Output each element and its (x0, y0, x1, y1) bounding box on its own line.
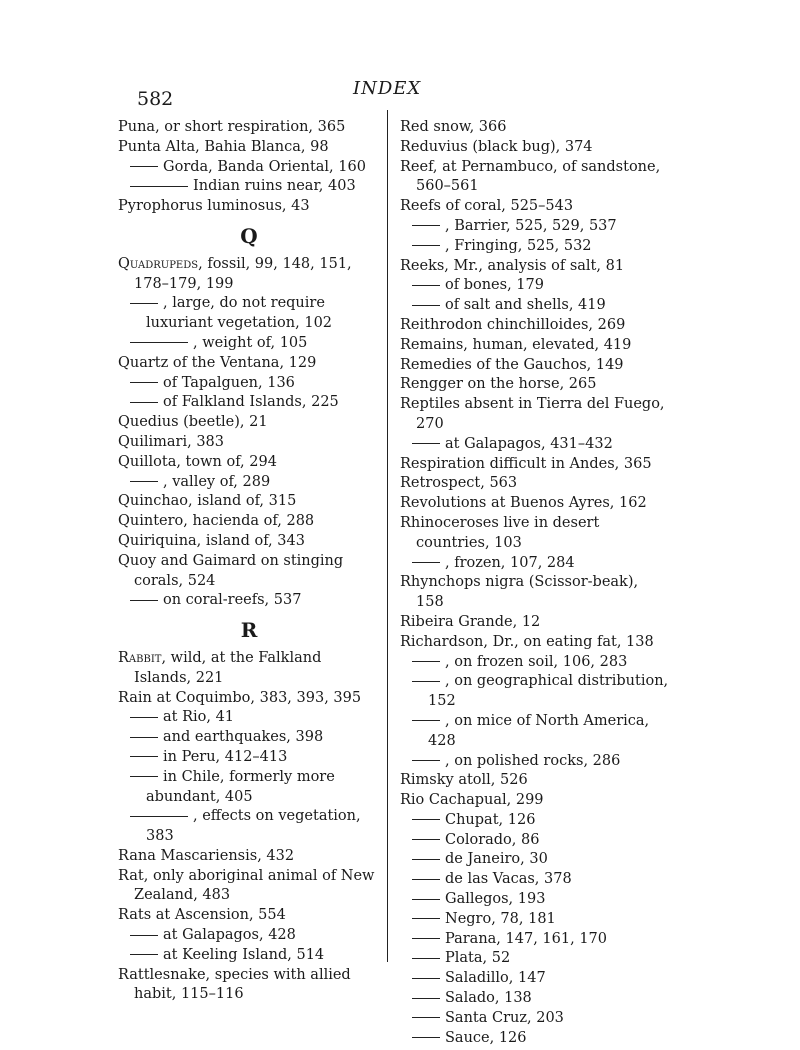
entry-text: Revolutions at Buenos Ayres, 162 (400, 495, 647, 512)
entry-text: , weight of, 105 (193, 334, 308, 351)
index-entry (400, 613, 670, 633)
index-entry (400, 514, 670, 554)
index-entry (400, 158, 670, 198)
index-entry (118, 334, 380, 354)
index-entry (400, 811, 670, 831)
index-entry (400, 771, 670, 791)
index-entry (400, 752, 670, 772)
entry-text: Reduvius (black bug), 374 (400, 138, 593, 155)
index-entry (400, 336, 670, 356)
ditto-dash (130, 166, 158, 167)
ditto-dash (412, 443, 440, 444)
entry-text: and earthquakes, 398 (163, 729, 324, 746)
index-entry (400, 455, 670, 475)
index-entry (400, 791, 670, 811)
entry-text: of bones, 179 (445, 277, 544, 294)
entry-text: Rio Cachapual, 299 (400, 792, 544, 809)
index-entry (400, 316, 670, 336)
entry-text: , wild, at the Falkland Islands, 221 (134, 649, 322, 686)
index-entry (118, 294, 380, 334)
ditto-dash (130, 342, 188, 343)
entry-text: on coral-reefs, 537 (163, 592, 302, 609)
ditto-dash (412, 285, 440, 286)
ditto-dash (412, 1017, 440, 1018)
ditto-dash (412, 859, 440, 860)
ditto-dash (412, 661, 440, 662)
index-entry (400, 633, 670, 653)
index-entry (400, 435, 670, 455)
index-entry (118, 255, 380, 295)
index-column-left (118, 118, 380, 1005)
entry-text: at Galapagos, 431–432 (445, 435, 613, 452)
entry-text: , on geographical distribution, 152 (428, 673, 669, 710)
index-entry (400, 653, 670, 673)
entry-text: , Barrier, 525, 529, 537 (445, 217, 617, 234)
entry-text: Quillota, town of, 294 (118, 453, 277, 470)
index-entry (400, 138, 670, 158)
entry-text: in Chile, formerly more abundant, 405 (146, 768, 335, 805)
ditto-dash (130, 402, 158, 403)
index-entry (118, 847, 380, 867)
index-entry (118, 708, 380, 728)
ditto-dash (412, 225, 440, 226)
entry-text: Salado, 138 (445, 990, 532, 1007)
entry-text: , effects on vegetation, 383 (146, 808, 361, 845)
index-entry (118, 453, 380, 473)
index-entry (118, 748, 380, 768)
ditto-dash (412, 245, 440, 246)
entry-text: Reef, at Pernambuco, of sandstone, 560–561 (400, 158, 661, 195)
entry-text: at Rio, 41 (163, 709, 235, 726)
entry-text: of salt and shells, 419 (445, 297, 606, 314)
entry-text: Quartz of the Ventana, 129 (118, 354, 317, 371)
index-column-right (400, 118, 670, 1048)
entry-text: , on mice of North America, 428 (428, 712, 650, 749)
index-entry (118, 433, 380, 453)
index-entry (118, 926, 380, 946)
ditto-dash (412, 562, 440, 563)
entry-text: Rats at Ascension, 554 (118, 907, 286, 924)
ditto-dash (412, 918, 440, 919)
entry-text: de las Vacas, 378 (445, 871, 572, 888)
index-entry (118, 552, 380, 592)
ditto-dash (412, 958, 440, 959)
ditto-dash (412, 899, 440, 900)
entry-text: Reeks, Mr., analysis of salt, 81 (400, 257, 625, 274)
entry-text: Quoy and Gaimard on stinging corals, 524 (118, 552, 344, 589)
index-entry (118, 807, 380, 847)
entry-text: Rengger on the horse, 265 (400, 376, 597, 393)
entry-text: Quiriquina, island of, 343 (118, 532, 305, 549)
ditto-dash (130, 935, 158, 936)
index-entry (118, 649, 380, 689)
index-entry (118, 138, 380, 158)
index-entry (400, 930, 670, 950)
entry-group-q (118, 294, 380, 611)
entry-text: Retrospect, 563 (400, 475, 518, 492)
index-entry (118, 768, 380, 808)
index-entry (400, 831, 670, 851)
entry-text: Reithrodon chinchilloides, 269 (400, 316, 626, 333)
entry-text: Colorado, 86 (445, 831, 540, 848)
ditto-dash (130, 776, 158, 777)
entry-text: Saladillo, 147 (445, 970, 546, 987)
running-head: INDEX (353, 78, 422, 99)
entry-text: at Galapagos, 428 (163, 927, 296, 944)
index-entry (400, 217, 670, 237)
entry-text: Rattlesnake, species with allied habit, 115–116 (118, 966, 351, 1003)
index-entry (118, 906, 380, 926)
ditto-dash (412, 760, 440, 761)
entry-text: Sauce, 126 (445, 1029, 527, 1046)
entry-text: Quedius (beetle), 21 (118, 414, 268, 431)
index-entry (118, 591, 380, 611)
index-entry (118, 689, 380, 709)
ditto-dash (412, 1037, 440, 1038)
index-entry (118, 393, 380, 413)
index-entry (118, 177, 380, 197)
entry-text: of Tapalguen, 136 (163, 374, 295, 391)
entry-text: Punta Alta, Bahia Blanca, 98 (118, 138, 329, 155)
column-divider (387, 110, 388, 962)
entry-text: , frozen, 107, 284 (445, 554, 575, 571)
entry-text: , fossil, 99, 148, 151, 178–179, 199 (134, 255, 352, 292)
entry-text: Gorda, Banda Oriental, 160 (163, 158, 366, 175)
entry-text: Negro, 78, 181 (445, 910, 556, 927)
entry-text: Rana Mascariensis, 432 (118, 847, 295, 864)
entry-text: Quintero, hacienda of, 288 (118, 513, 315, 530)
index-entry (400, 890, 670, 910)
entry-text: Reefs of coral, 525–543 (400, 198, 574, 215)
index-entry (118, 492, 380, 512)
index-entry (118, 946, 380, 966)
entry-text: Chupat, 126 (445, 811, 536, 828)
index-entry (400, 554, 670, 574)
index-entry (400, 356, 670, 376)
ditto-dash (130, 382, 158, 383)
index-entry (400, 474, 670, 494)
entry-text: Richardson, Dr., on eating fat, 138 (400, 633, 654, 650)
entry-text: Red snow, 366 (400, 119, 507, 135)
index-entry (400, 949, 670, 969)
entry-text: in Peru, 412–413 (163, 748, 288, 765)
index-entry (400, 969, 670, 989)
entry-text: , on polished rocks, 286 (445, 752, 621, 769)
index-entry (400, 1009, 670, 1029)
ditto-dash (130, 481, 158, 482)
entry-text: Gallegos, 193 (445, 891, 546, 908)
ditto-dash (412, 720, 440, 721)
entry-group-p (118, 118, 380, 217)
ditto-dash (412, 681, 440, 682)
index-entry (400, 870, 670, 890)
entry-text: Respiration difficult in Andes, 365 (400, 455, 652, 472)
entry-text: Rhynchops nigra (Scissor-beak), 158 (400, 574, 639, 611)
entry-text: Reptiles absent in Tierra del Fuego, 270 (400, 396, 665, 432)
entry-text: of Falkland Islands, 225 (163, 394, 339, 411)
page-number: 582 (137, 88, 174, 110)
ditto-dash (412, 819, 440, 820)
entry-headword: Rabbit (118, 649, 162, 666)
entry-text: Quinchao, island of, 315 (118, 493, 297, 510)
entry-text: Rhinoceroses live in desert countries, 103 (400, 514, 600, 551)
entry-text: Rimsky atoll, 526 (400, 772, 528, 789)
index-entry (118, 413, 380, 433)
entry-text: , Fringing, 525, 532 (445, 237, 592, 254)
entry-text: Ribeira Grande, 12 (400, 613, 541, 630)
ditto-dash (412, 998, 440, 999)
index-entry (118, 966, 380, 1006)
index-entry (400, 494, 670, 514)
entry-group-r (118, 689, 380, 1006)
ditto-dash (412, 879, 440, 880)
index-entry (400, 989, 670, 1009)
section-letter-r: R (240, 618, 258, 643)
index-entry (400, 118, 670, 138)
entry-text: Rat, only aboriginal animal of New Zealand, 483 (118, 867, 375, 904)
index-entry (118, 532, 380, 552)
index-entry (400, 910, 670, 930)
index-entry (400, 375, 670, 395)
index-entry (400, 296, 670, 316)
index-entry (118, 354, 380, 374)
entry-text: , valley of, 289 (163, 473, 271, 490)
ditto-dash (130, 600, 158, 601)
entry-text: Remedies of the Gauchos, 149 (400, 356, 624, 373)
index-entry (118, 867, 380, 907)
entry-headword: Quadrupeds (118, 255, 199, 272)
index-entry (400, 573, 670, 613)
ditto-dash (130, 756, 158, 757)
index-entry (400, 850, 670, 870)
index-entry (400, 672, 670, 712)
index-entry (118, 473, 380, 493)
index-entry (118, 728, 380, 748)
entry-text: Remains, human, elevated, 419 (400, 336, 632, 353)
ditto-dash (412, 938, 440, 939)
index-entry (400, 197, 670, 217)
index-entry (400, 257, 670, 277)
entry-text: Plata, 52 (445, 950, 511, 967)
ditto-dash (130, 303, 158, 304)
index-entry (118, 374, 380, 394)
index-entry (400, 1029, 670, 1049)
entry-text: Rain at Coquimbo, 383, 393, 395 (118, 689, 362, 706)
entry-text: Quilimari, 383 (118, 433, 224, 450)
ditto-dash (412, 839, 440, 840)
entry-text: Indian ruins near, 403 (193, 178, 356, 195)
index-entry (400, 276, 670, 296)
ditto-dash (130, 717, 158, 718)
index-entry (118, 197, 380, 217)
ditto-dash (130, 816, 188, 817)
entry-text: Santa Cruz, 203 (445, 1009, 564, 1026)
index-entry (400, 395, 670, 435)
index-entry (118, 512, 380, 532)
index-entry (400, 237, 670, 257)
entry-text: , large, do not require luxuriant vegetation, 102 (146, 295, 333, 332)
entry-text: Pyrophorus luminosus, 43 (118, 198, 310, 215)
ditto-dash (412, 978, 440, 979)
index-entry (400, 712, 670, 752)
ditto-dash (130, 737, 158, 738)
entry-text: Puna, or short respiration, 365 (118, 119, 346, 135)
entry-text: Parana, 147, 161, 170 (445, 930, 607, 947)
entry-text: de Janeiro, 30 (445, 851, 548, 868)
ditto-dash (412, 305, 440, 306)
entry-text: at Keeling Island, 514 (163, 946, 325, 963)
entry-text: , on frozen soil, 106, 283 (445, 653, 628, 670)
index-entry (118, 158, 380, 178)
section-letter-q: Q (240, 223, 258, 248)
index-entry (118, 118, 380, 138)
ditto-dash (130, 186, 188, 187)
ditto-dash (130, 954, 158, 955)
